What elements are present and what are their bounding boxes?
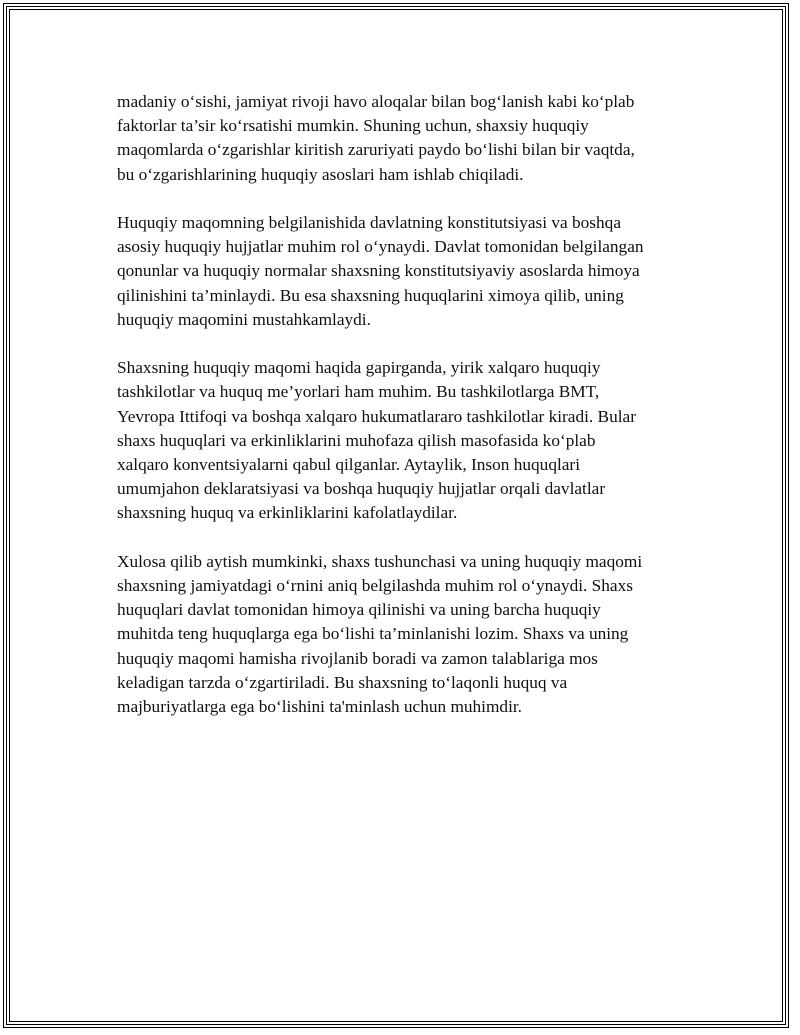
text-line: qilinishini ta’minlaydi. Bu esa shaxsning huquqlarini ximoya qilib, uning	[117, 285, 624, 305]
text-line: qonunlar va huquqiy normalar shaxsning konstitutsiyaviy asoslarda himoya	[117, 261, 640, 281]
text-line: shaxs huquqlari va erkinliklarini muhofaza qilish masofasida ko‘plab	[117, 430, 596, 450]
paragraph-3	[117, 356, 697, 525]
text-line: faktorlar ta’sir ko‘rsatishi mumkin. Shuning uchun, shaxsiy huquqiy	[117, 116, 589, 136]
text-line: huquqiy maqomi hamisha rivojlanib boradi va zamon talablariga mos	[117, 648, 598, 668]
text-line: shaxsning jamiyatdagi o‘rnini aniq belgilashda muhim rol o‘ynaydi. Shaxs	[117, 576, 633, 596]
paragraph-2	[117, 211, 697, 332]
document-body	[117, 90, 697, 743]
text-line: shaxsning huquq va erkinliklarini kafolatlaydilar.	[117, 503, 458, 523]
text-line: huquqlari davlat tomonidan himoya qilinishi va uning barcha huquqiy	[117, 600, 601, 620]
text-line: maqomlarda o‘zgarishlar kiritish zaruriyati paydo bo‘lishi bilan bir vaqtda,	[117, 140, 635, 160]
text-line: tashkilotlar va huquq me’yorlari ham muhim. Bu tashkilotlarga BMT,	[117, 382, 600, 402]
text-line: keladigan tarzda o‘zgartiriladi. Bu shaxsning to‘laqonli huquq va	[117, 672, 568, 692]
text-line: Yevropa Ittifoqi va boshqa xalqaro hukumatlararo tashkilotlar kiradi. Bular	[117, 406, 636, 426]
text-line: muhitda teng huquqlarga ega bo‘lishi ta’minlanishi lozim. Shaxs va uning	[117, 624, 629, 644]
paragraph-1	[117, 90, 697, 187]
text-line: Huquqiy maqomning belgilanishida davlatning konstitutsiyasi va boshqa	[117, 213, 621, 232]
text-line: huquqiy maqomini mustahkamlaydi.	[117, 309, 371, 329]
text-line: umumjahon deklaratsiyasi va boshqa huquqiy hujjatlar orqali davlatlar	[117, 479, 606, 499]
text-line: xalqaro konventsiyalarni qabul qilganlar. Aytaylik, Inson huquqlari	[117, 455, 580, 475]
text-line: Xulosa qilib aytish mumkinki, shaxs tushunchasi va uning huquqiy maqomi	[117, 551, 643, 571]
text-line: majburiyatlarga ega bo‘lishini ta'minlash uchun muhimdir.	[117, 697, 522, 717]
text-line: madaniy o‘sishi, jamiyat rivoji havo aloqalar bilan bog‘lanish kabi ko‘plab	[117, 92, 635, 111]
text-line: asosiy huquqiy hujjatlar muhim rol o‘ynaydi. Davlat tomonidan belgilangan	[117, 237, 644, 257]
text-line: Shaxsning huquqiy maqomi haqida gapirganda, yirik xalqaro huquqiy	[117, 358, 601, 378]
paragraph-4	[117, 550, 697, 719]
text-line: bu o‘zgarishlarining huquqiy asoslari ham ishlab chiqiladi.	[117, 164, 524, 184]
